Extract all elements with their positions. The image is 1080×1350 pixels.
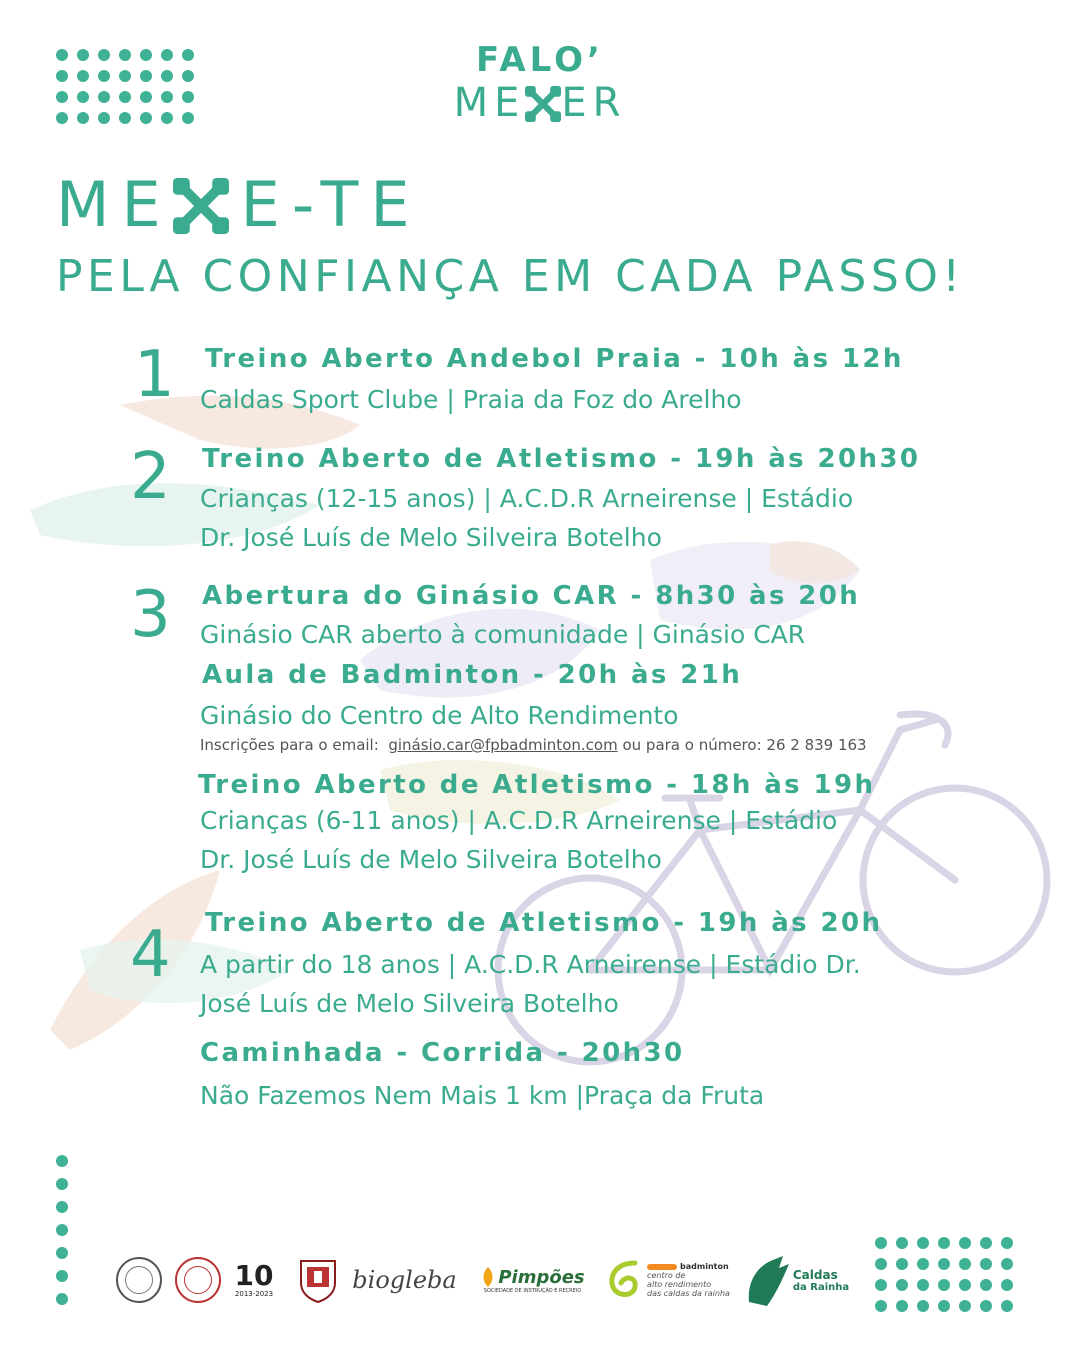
caldas-crown-icon: [743, 1252, 791, 1308]
pimpoes-subtitle: SOCIEDADE DE INSTRUÇÃO E RECREIO: [483, 1287, 582, 1294]
sponsor-club-seal-logo: [116, 1250, 162, 1310]
sponsor-10-years-logo: [233, 1250, 275, 1310]
sponsor-municipal-crest-logo: [288, 1250, 348, 1310]
note-prefix: Inscrições para o email:: [200, 736, 379, 754]
ten-years-number: 10: [234, 1259, 274, 1292]
dot-grid-decoration-bottom: [875, 1237, 1013, 1312]
sponsor-sport-club-logo: [175, 1250, 221, 1310]
event-title: Aula de Badminton - 20h às 21h: [202, 660, 743, 690]
badminton-label: badminton: [680, 1262, 729, 1271]
dot-column-decoration: [56, 1155, 68, 1305]
event-title: Treino Aberto de Atletismo - 19h às 20h: [205, 908, 883, 938]
event-detail: Dr. José Luís de Melo Silveira Botelho: [200, 523, 662, 552]
note-suffix: ou para o número: 26 2 839 163: [622, 736, 867, 754]
email-link[interactable]: ginásio.car@fpbadminton.com: [388, 736, 618, 754]
registration-note: [200, 736, 867, 754]
crossed-dumbbells-icon: [525, 86, 561, 122]
event-detail: Crianças (12-15 anos) | A.C.D.R Arneirense | Estádio: [200, 484, 854, 513]
event-detail: A partir do 18 anos | A.C.D.R Arneirense | Estádio Dr.: [200, 950, 861, 979]
event-detail: Ginásio CAR aberto à comunidade | Ginásio CAR: [200, 620, 806, 649]
event-detail: Crianças (6-11 anos) | A.C.D.R Arneirense | Estádio: [200, 806, 838, 835]
sponsor-car-badminton-logo: [600, 1250, 735, 1310]
event-detail: Caldas Sport Clube | Praia da Foz do Arelho: [200, 385, 742, 414]
caldas-wordmark-2: da Rainha: [792, 1281, 850, 1293]
event-title: Caminhada - Corrida - 20h30: [200, 1038, 685, 1068]
car-swirl-icon: [605, 1257, 643, 1303]
event-title: Treino Aberto de Atletismo - 18h às 19h: [198, 770, 876, 800]
headline-part-b: E-TE: [240, 168, 422, 241]
badminton-stripe-icon: [647, 1264, 677, 1270]
brand-logo-line1: FALO’: [476, 40, 604, 80]
headline-part-a: ME: [56, 168, 173, 241]
car-line2: alto rendimento: [647, 1280, 712, 1289]
brand-logo-text-a: ME: [453, 80, 526, 126]
brand-logo-text-b: ER: [561, 80, 627, 126]
seal-icon: [116, 1257, 162, 1303]
pimpoes-wordmark: Pimpões: [498, 1266, 585, 1288]
day-number: 4: [130, 918, 171, 992]
day-number: 1: [134, 338, 175, 412]
crest-icon: [175, 1257, 221, 1303]
brand-logo-line2: [0, 80, 1080, 126]
subheadline: PELA CONFIANÇA EM CADA PASSO!: [56, 251, 965, 302]
day-number: 3: [130, 578, 171, 652]
car-line3: das caldas da rainha: [647, 1289, 730, 1298]
event-detail: Não Fazemos Nem Mais 1 km |Praça da Fruta: [200, 1081, 765, 1110]
event-title: Treino Aberto de Atletismo - 19h às 20h30: [202, 444, 921, 474]
coat-of-arms-icon: [299, 1257, 337, 1303]
ten-years-caption: 2013-2023: [234, 1290, 274, 1298]
day-number: 2: [130, 440, 171, 514]
event-detail: José Luís de Melo Silveira Botelho: [200, 989, 619, 1018]
pimpoes-flame-icon: [480, 1267, 496, 1287]
sponsor-caldas-da-rainha-logo: [742, 1250, 850, 1310]
event-title: Abertura do Ginásio CAR - 8h30 às 20h: [202, 581, 861, 611]
headline: [56, 168, 422, 241]
sponsor-pimpoes-logo: [475, 1250, 590, 1310]
event-detail: Dr. José Luís de Melo Silveira Botelho: [200, 845, 662, 874]
crossed-dumbbells-icon: [173, 178, 229, 234]
caldas-wordmark-1: Caldas: [792, 1267, 838, 1282]
sponsor-biogleba-logo: [352, 1250, 457, 1310]
event-detail: Ginásio do Centro de Alto Rendimento: [200, 701, 679, 730]
biogleba-wordmark: biogleba: [352, 1266, 457, 1294]
car-line1: centro de: [647, 1271, 686, 1280]
event-title: Treino Aberto Andebol Praia - 10h às 12h: [205, 344, 904, 374]
